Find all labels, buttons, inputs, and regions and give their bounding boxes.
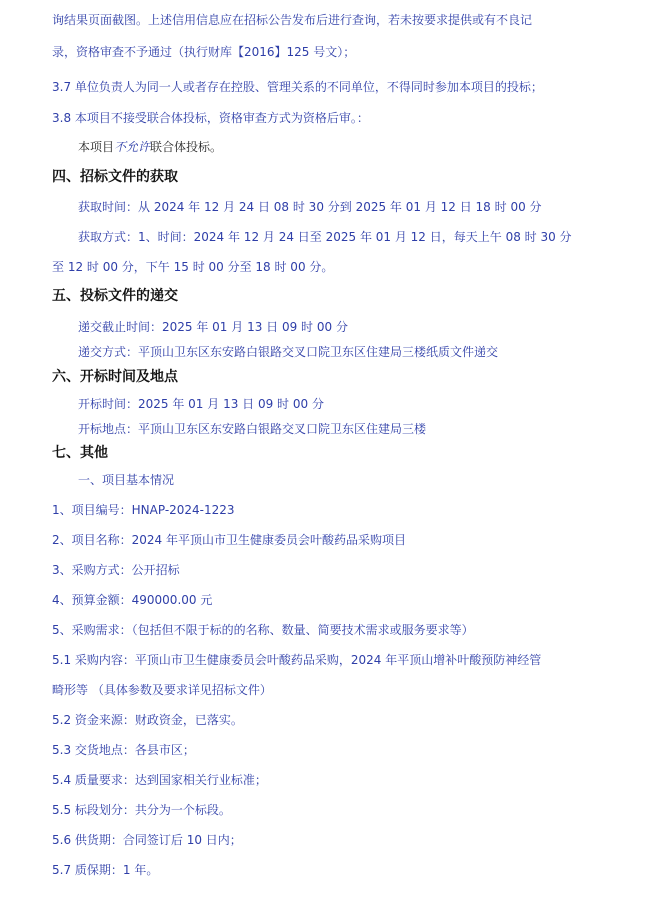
consortium-prefix: 本项目 xyxy=(78,140,115,154)
funding-source: 5.2 资金来源：财政资金，已落实。 xyxy=(52,713,243,727)
acquisition-method-line-1: 获取方式：1、时间：2024 年 12 月 24 日至 2025 年 01 月 12 日，每天上午 08 时 30 分 xyxy=(78,230,572,244)
opening-location: 开标地点：平顶山卫东区东安路白银路交叉口院卫东区住建局三楼 xyxy=(78,422,427,436)
submission-method: 递交方式：平顶山卫东区东安路白银路交叉口院卫东区住建局三楼纸质文件递交 xyxy=(78,345,499,359)
acquisition-time: 获取时间：从 2024 年 12 月 24 日 08 时 30 分到 2025 年 01 月 12 日 18 时 00 分 xyxy=(78,200,542,214)
procurement-method: 3、采购方式：公开招标 xyxy=(52,563,180,577)
procurement-content-line-2: 畸形等 （具体参数及要求详见招标文件） xyxy=(52,683,272,697)
opening-time: 开标时间：2025 年 01 月 13 日 09 时 00 分 xyxy=(78,397,324,411)
supply-period: 5.6 供货期：合同签订后 10 日内； xyxy=(52,833,242,847)
credit-info-text-line-1: 询结果页面截图。上述信用信息应在招标公告发布后进行查询，若未按要求提供或有不良记 xyxy=(52,13,533,27)
section-heading-7: 七、其他 xyxy=(52,445,108,461)
clause-3-7: 3.7 单位负责人为同一人或者存在控股、管理关系的不同单位，不得同时参加本项目的投标； xyxy=(52,80,543,94)
project-basic-info-heading: 一、项目基本情况 xyxy=(78,473,175,487)
consortium-not-allowed: 不允许 xyxy=(114,140,151,154)
section-heading-6: 六、开标时间及地点 xyxy=(52,369,178,385)
section-heading-5: 五、投标文件的递交 xyxy=(52,288,178,304)
project-number: 1、项目编号：HNAP-2024-1223 xyxy=(52,503,235,517)
lot-division: 5.5 标段划分：共分为一个标段。 xyxy=(52,803,231,817)
project-name: 2、项目名称：2024 年平顶山市卫生健康委员会叶酸药品采购项目 xyxy=(52,533,406,547)
delivery-location: 5.3 交货地点：各县市区； xyxy=(52,743,195,757)
credit-info-text-line-2: 录，资格审查不予通过（执行财库【2016】125 号文）； xyxy=(52,45,356,59)
clause-3-8: 3.8 本项目不接受联合体投标，资格审查方式为资格后审。： xyxy=(52,111,369,125)
submission-deadline: 递交截止时间：2025 年 01 月 13 日 09 时 00 分 xyxy=(78,320,348,334)
warranty-period: 5.7 质保期：1 年。 xyxy=(52,863,159,877)
acquisition-method-line-2: 至 12 时 00 分，下午 15 时 00 分至 18 时 00 分。 xyxy=(52,260,334,274)
quality-requirement: 5.4 质量要求：达到国家相关行业标准； xyxy=(52,773,267,787)
section-heading-4: 四、招标文件的获取 xyxy=(52,169,178,185)
procurement-content-line-1: 5.1 采购内容：平顶山市卫生健康委员会叶酸药品采购，2024 年平顶山增补叶酸预防神经管 xyxy=(52,653,542,667)
budget-amount: 4、预算金额：490000.00 元 xyxy=(52,593,213,607)
consortium-suffix: 联合体投标。 xyxy=(150,140,223,154)
consortium-statement xyxy=(78,139,616,155)
procurement-requirements: 5、采购需求：（包括但不限于标的的名称、数量、简要技术需求或服务要求等） xyxy=(52,623,474,637)
